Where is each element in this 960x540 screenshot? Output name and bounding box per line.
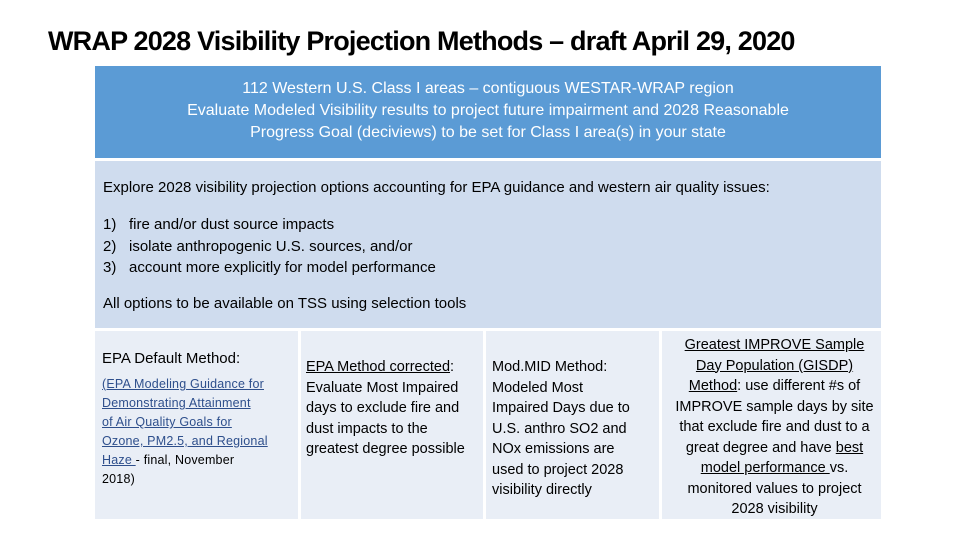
text-line: great degree and have xyxy=(685,439,836,456)
text-line: IMPROVE sample days by site xyxy=(675,398,874,415)
guidance-year: 2018) xyxy=(102,472,135,486)
gisdp-method-cell xyxy=(662,331,881,519)
epa-corrected-heading: EPA Method corrected xyxy=(306,359,451,375)
text-line: days to exclude fire and xyxy=(306,400,460,416)
text-line: used to project 2028 xyxy=(492,461,624,478)
epa-corrected-method-cell xyxy=(301,331,483,519)
header-line-3: Progress Goal (deciviews) to be set for Class I area(s) in your state xyxy=(250,124,726,141)
text-line: dust impacts to the xyxy=(306,420,428,437)
guidance-date: - final, November xyxy=(135,453,235,467)
guidance-link-line-5[interactable]: Haze xyxy=(102,453,136,467)
list-number: 3) xyxy=(103,259,117,276)
options-list xyxy=(103,214,881,279)
text-line: Modeled Most xyxy=(492,379,584,396)
slide-title: WRAP 2028 Visibility Projection Methods – draft April 29, 2020 xyxy=(48,26,795,56)
all-options-note: All options to be available on TSS using selection tools xyxy=(103,294,467,312)
text-line: vs. xyxy=(829,460,849,476)
heading-colon: : xyxy=(450,359,455,375)
text-line: U.S. anthro SO2 and xyxy=(492,420,627,437)
explore-intro: Explore 2028 visibility projection options accounting for EPA guidance and western air quality issues: xyxy=(103,179,770,196)
list-item xyxy=(103,257,881,279)
gisdp-heading-line-3: Method xyxy=(688,378,738,394)
text-line: 2028 visibility xyxy=(731,501,818,517)
modmid-method-cell xyxy=(486,331,659,519)
epa-default-heading: EPA Default Method: xyxy=(102,350,241,367)
list-text: account more explicitly for model performance xyxy=(129,259,436,276)
gisdp-heading-line-1: Greatest IMPROVE Sample xyxy=(684,337,865,353)
epa-default-method-cell xyxy=(95,331,298,519)
explore-box xyxy=(95,161,881,328)
gisdp-heading-line-2: Day Population (GISDP) xyxy=(695,357,854,374)
text-line: monitored values to project xyxy=(687,480,862,497)
text-line: that exclude fire and dust to a xyxy=(679,419,870,435)
epa-guidance-reference xyxy=(102,375,298,489)
list-item xyxy=(103,214,881,236)
text-line: visibility directly xyxy=(492,482,592,498)
text-line: Evaluate Most Impaired xyxy=(306,379,459,396)
modmid-heading: Mod.MID Method: xyxy=(492,359,608,375)
text-line: NOx emissions are xyxy=(492,441,615,457)
header-line-2: Evaluate Modeled Visibility results to project future impairment and 2028 Reasonable xyxy=(187,102,789,119)
text-line: Impaired Days due to xyxy=(492,400,630,416)
best-emphasis: best xyxy=(835,439,864,456)
guidance-link-line-2[interactable]: Demonstrating Attainment xyxy=(102,396,251,410)
list-number: 2) xyxy=(103,237,117,255)
guidance-link-line-4[interactable]: Ozone, PM2.5, and Regional xyxy=(102,434,268,448)
list-text: isolate anthropogenic U.S. sources, and/or xyxy=(129,237,413,255)
list-text: fire and/or dust source impacts xyxy=(129,216,335,233)
methods-row xyxy=(95,331,881,519)
header-line-1: 112 Western U.S. Class I areas – contiguous WESTAR-WRAP region xyxy=(242,80,734,97)
list-number: 1) xyxy=(103,216,117,233)
header-box xyxy=(95,66,881,158)
guidance-link-line-1[interactable]: (EPA Modeling Guidance for xyxy=(102,377,264,391)
text-line: : use different #s of xyxy=(737,378,861,394)
model-performance-emphasis: model performance xyxy=(700,460,830,476)
list-item xyxy=(103,236,881,258)
guidance-link-line-3[interactable]: of Air Quality Goals for xyxy=(102,415,232,429)
text-line: greatest degree possible xyxy=(306,441,465,457)
